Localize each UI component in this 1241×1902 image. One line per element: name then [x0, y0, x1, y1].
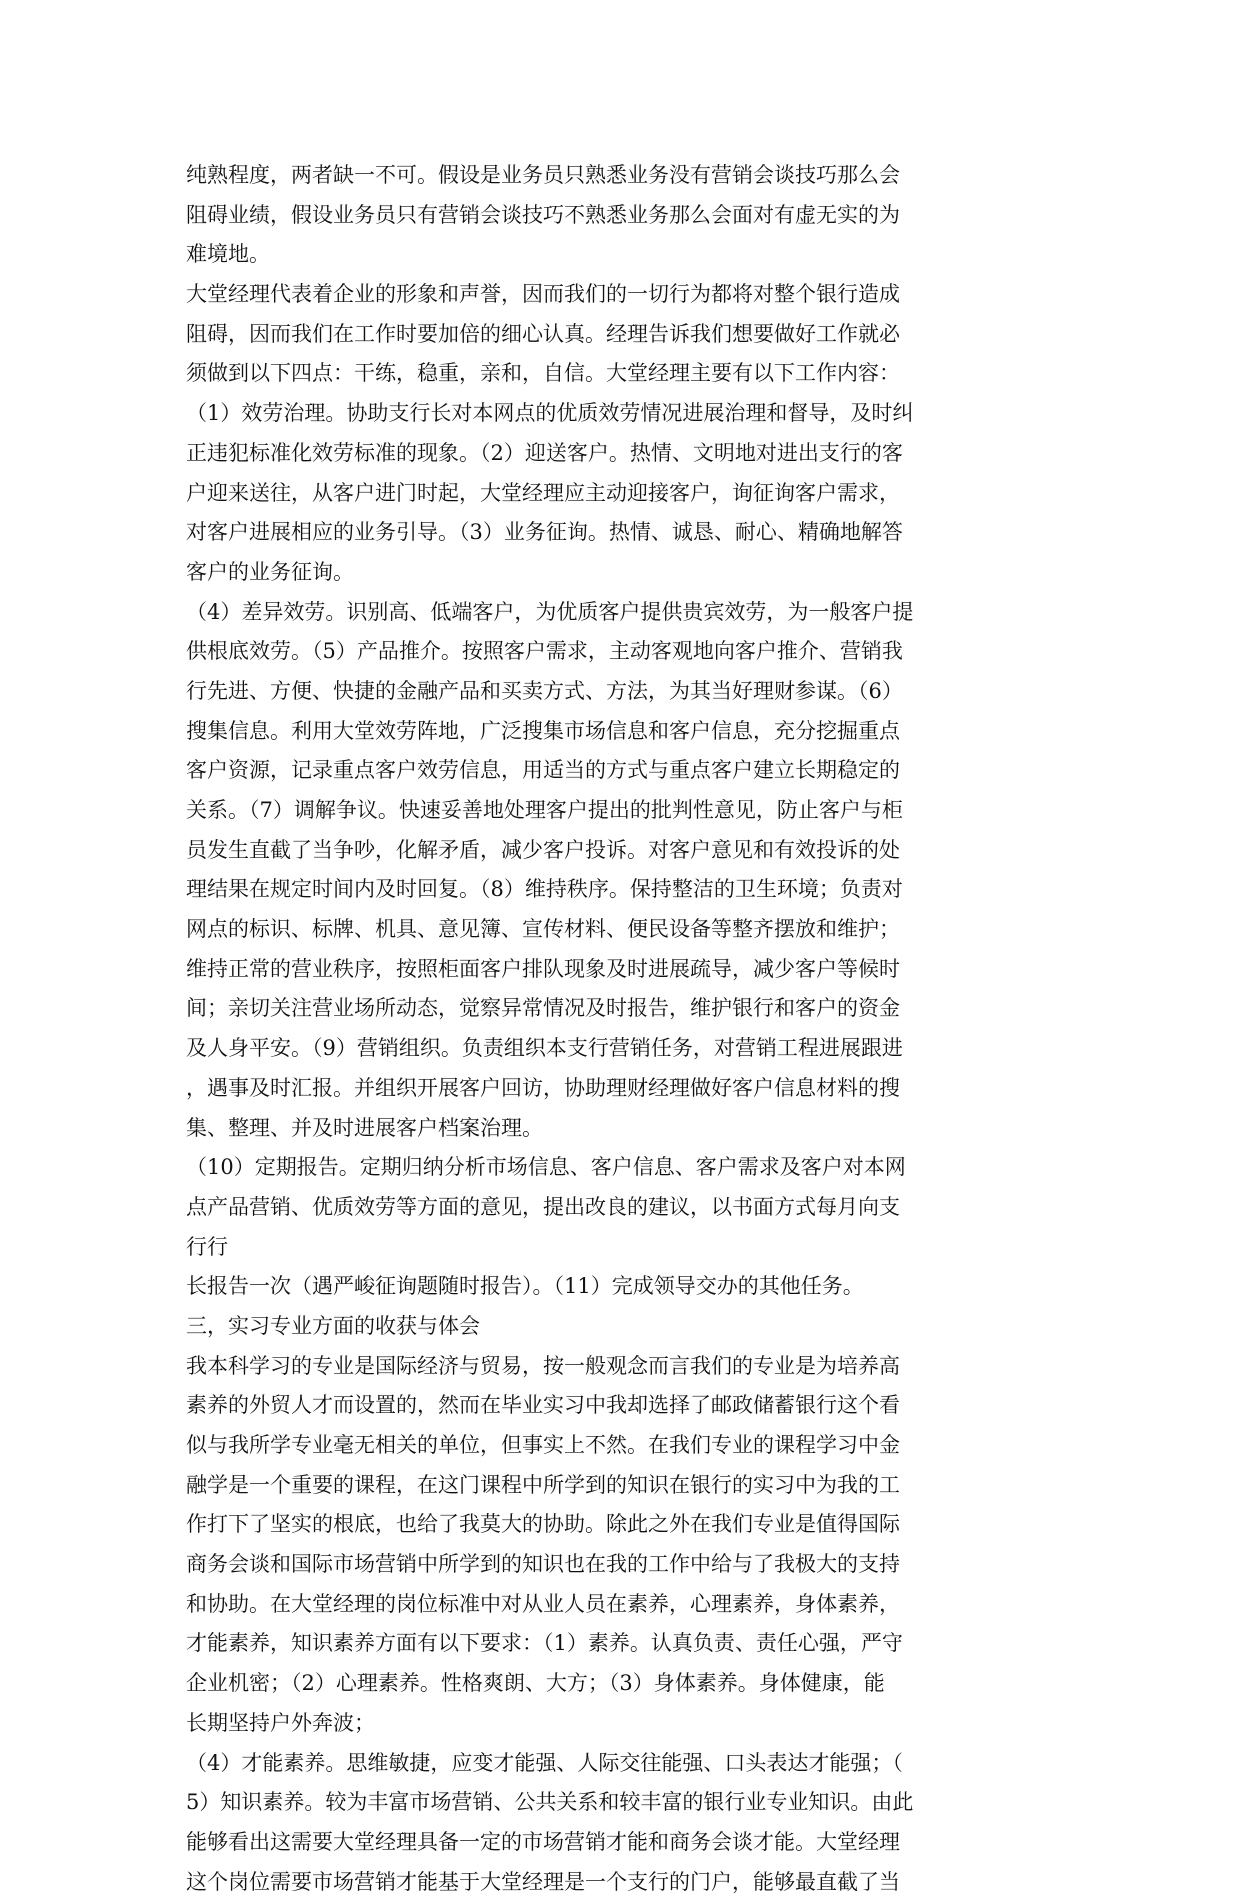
text-line: 间；亲切关注营业场所动态，觉察异常情况及时报告，维护银行和客户的资金 [186, 996, 900, 1021]
text-line: 三，实习专业方面的收获与体会 [186, 1313, 480, 1338]
text-line: 阻碍业绩，假设业务员只有营销会谈技巧不熟悉业务那么会面对有虚无实的为 [186, 202, 900, 227]
text-line: 客户的业务征询。 [186, 559, 354, 584]
text-line: 阻碍，因而我们在工作时要加倍的细心认真。经理告诉我们想要做好工作就必 [186, 321, 900, 346]
text-line: 及人身平安。（9）营销组织。负责组织本支行营销任务，对营销工程进展跟进 [186, 1036, 903, 1061]
text-line: 点产品营销、优质效劳等方面的意见，提出改良的建议，以书面方式每月向支 [186, 1194, 900, 1219]
text-line: ，遇事及时汇报。并组织开展客户回访，协助理财经理做好客户信息材料的搜 [186, 1075, 900, 1100]
text-line: 商务会谈和国际市场营销中所学到的知识也在我的工作中给与了我极大的支持 [186, 1552, 900, 1577]
text-line: 难境地。 [186, 242, 270, 267]
text-line: 能够看出这需要大堂经理具备一定的市场营销才能和商务会谈才能。大堂经理 [186, 1829, 900, 1854]
text-line: 企业机密；（2）心理素养。性格爽朗、大方；（3）身体素养。身体健康，能 [186, 1671, 885, 1696]
text-line: 和协助。在大堂经理的岗位标准中对从业人员在素养，心理素养，身体素养， [186, 1591, 900, 1616]
text-line: 集、整理、并及时进展客户档案治理。 [186, 1115, 543, 1140]
body-text [186, 156, 1066, 1902]
text-line: （10）定期报告。定期归纳分析市场信息、客户信息、客户需求及客户对本网 [186, 1155, 906, 1180]
text-line: （1）效劳治理。协助支行长对本网点的优质效劳情况进展治理和督导，及时纠 [186, 401, 914, 426]
text-line: 5）知识素养。较为丰富市场营销、公共关系和较丰富的银行业专业知识。由此 [186, 1790, 914, 1815]
text-line: 供根底效劳。（5）产品推介。按照客户需求，主动客观地向客户推介、营销我 [186, 639, 903, 664]
text-line: 似与我所学专业毫无相关的单位，但事实上不然。在我们专业的课程学习中金 [186, 1433, 900, 1457]
text-line: 融学是一个重要的课程，在这门课程中所学到的知识在银行的实习中为我的工 [186, 1472, 900, 1497]
text-line: 户迎来送往，从客户进门时起，大堂经理应主动迎接客户，询征询客户需求， [186, 480, 900, 505]
text-line: 行行 [186, 1234, 228, 1259]
text-line: 作打下了坚实的根底，也给了我莫大的协助。除此之外在我们专业是值得国际 [186, 1512, 900, 1537]
text-line: 行先进、方便、快捷的金融产品和买卖方式、方法，为其当好理财参谋。（6） [186, 678, 903, 703]
text-line: 这个岗位需要市场营销才能基于大堂经理是一个支行的门户，能够最直截了当 [186, 1869, 900, 1894]
text-line: 纯熟程度，两者缺一不可。假设是业务员只熟悉业务没有营销会谈技巧那么会 [186, 163, 900, 187]
text-line: 关系。（7）调解争议。快速妥善地处理客户提出的批判性意见，防止客户与柜 [186, 798, 903, 822]
text-line: 须做到以下四点：干练，稳重，亲和，自信。大堂经理主要有以下工作内容： [186, 361, 900, 386]
text-line: 客户资源，记录重点客户效劳信息，用适当的方式与重点客户建立长期稳定的 [186, 758, 900, 783]
text-line: 员发生直截了当争吵，化解矛盾，减少客户投诉。对客户意见和有效投诉的处 [186, 837, 900, 862]
text-line: 搜集信息。利用大堂效劳阵地，广泛搜集市场信息和客户信息，充分挖掘重点 [186, 718, 900, 743]
text-line: 对客户进展相应的业务引导。（3）业务征询。热情、诚恳、耐心、精确地解答 [186, 520, 903, 545]
text-line: 维持正常的营业秩序，按照柜面客户排队现象及时进展疏导，减少客户等候时 [186, 956, 900, 981]
text-line: 正违犯标准化效劳标准的现象。（2）迎送客户。热情、文明地对进出支行的客 [186, 440, 903, 465]
text-line: 长报告一次（遇严峻征询题随时报告）。（11）完成领导交办的其他任务。 [186, 1274, 864, 1299]
text-line: 素养的外贸人才而设置的，然而在毕业实习中我却选择了邮政储蓄银行这个看 [186, 1393, 900, 1418]
text-line: （4）差异效劳。识别高、低端客户，为优质客户提供贵宾效劳，为一般客户提 [186, 599, 914, 624]
text-line: 理结果在规定时间内及时回复。（8）维持秩序。保持整洁的卫生环境；负责对 [186, 877, 903, 902]
text-line: 才能素养，知识素养方面有以下要求：（1）素养。认真负责、责任心强，严守 [186, 1631, 903, 1656]
text-line: 长期坚持户外奔波； [186, 1710, 375, 1735]
text-line: （4）才能素养。思维敏捷，应变才能强、人际交往能强、口头表达才能强；（ [186, 1750, 903, 1775]
text-line: 大堂经理代表着企业的形象和声誉，因而我们的一切行为都将对整个银行造成 [186, 282, 900, 307]
text-line: 我本科学习的专业是国际经济与贸易，按一般观念而言我们的专业是为培养高 [186, 1353, 900, 1378]
text-line: 网点的标识、标牌、机具、意见簿、宣传材料、便民设备等整齐摆放和维护； [186, 917, 900, 942]
